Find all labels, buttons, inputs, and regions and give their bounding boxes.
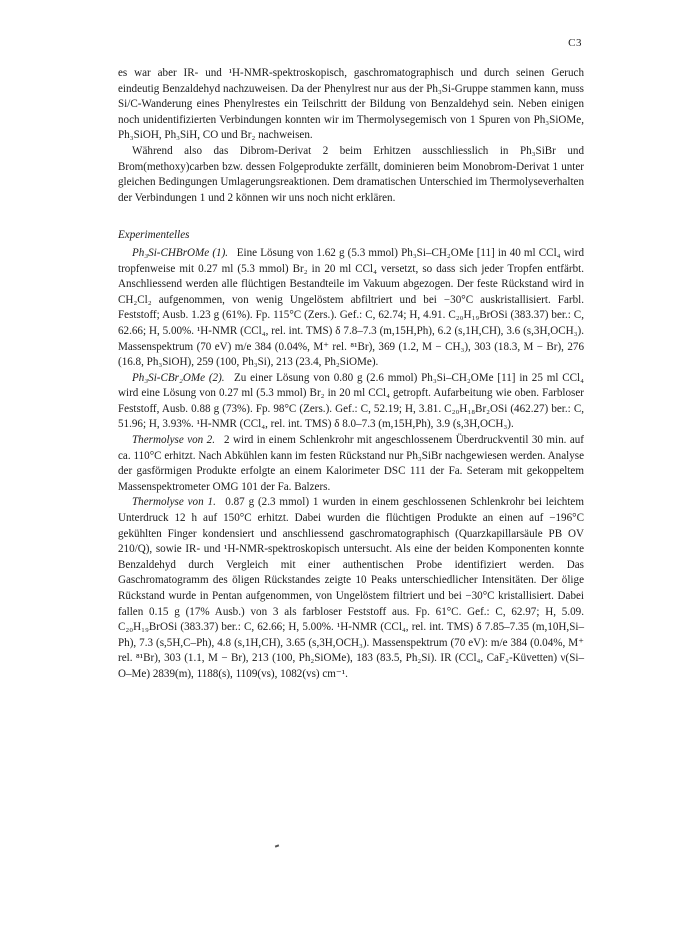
experimental-paragraph <box>118 246 584 371</box>
thermolysis-2-heading: Thermolyse von 2. <box>132 434 221 447</box>
thermolysis-1-text: 0.87 g (2.3 mmol) 1 wurden in einem geschlossenen Schlenkrohr bei leichtem Unterdruck 12 h auf 150°C erhitzt. Dabei wurden die flüchtigen Produkte an einen auf −196°C gekühlten Finger kondensiert und anschliessend gaschromatographisch (Quarzkapillarsäule PB OV 210/Q), sowie IR- und ¹H-NMR-spektroskopisch untersucht. Als eine der beiden Komponenten konnte Benzaldehyd durch Vergleich mit einer authentischen Probe identifiziert werden. Das Gaschromatogramm des öligen Rückstandes zeigte 10 Peaks unterschiedlicher Intensitäten. Der ölige Rückstand wurde in Pentan aufgenommen, von Ungelöstem filtriert und bei −30°C kristallisiert. Dabei fallen 0.15 g (17% Ausb.) von 3 als farbloser Feststoff aus. Fp. 61°C. Gef.: C, 62.97; H, 5.09. C₂₀H₁₉BrOSi (383.37) ber.: C, 62.66; H, 5.00%. ¹H-NMR (CCl₄, rel. int. TMS) δ 7.85–7.35 (m,10H,Si–Ph), 7.3 (s,5H,C–Ph), 4.8 (s,1H,CH), 3.65 (s,3H,OCH₃). Massenspektrum (70 eV): m/e 384 (0.04%, M⁺ rel. ⁸¹Br), 303 (1.1, M − Br), 213 (100, Ph₂SiOMe), 183 (83.5, Ph₂Si). IR (CCl₄, CaF₂-Küvetten) ν(Si–O–Me) 2839(m), 1188(s), 1109(vs), 1082(vs) cm⁻¹. <box>118 496 584 680</box>
body-text <box>118 66 584 683</box>
compound-1-text: Eine Lösung von 1.62 g (5.3 mmol) Ph₃Si–CH₂OMe [11] in 40 ml CCl₄ wird tropfenweise mit 0.27 ml (5.3 mmol) Br₂ in 20 ml CCl₄ versetzt, so dass sich jeder Tropfen entfärbt. Anschliessend werden alle flüchtigen Bestandteile im Vakuum abgezogen. Der feste Rückstand wird in CH₂Cl₂ aufgenommen, von wenig Ungelöstem abfiltriert und bei −30°C auskristallisiert. Farbl. Feststoff; Ausb. 1.23 g (61%). Fp. 115°C (Zers.). Gef.: C, 62.74; H, 4.91. C₂₀H₁₉BrOSi (383.37) ber.: C, 62.66; H, 5.00%. ¹H-NMR (CCl₄, rel. int. TMS) δ 7.8–7.3 (m,15H,Ph), 6.2 (s,1H,CH), 3.6 (s,3H,OCH₃). Massenspektrum (70 eV) m/e 384 (0.04%, M⁺ rel. ⁸¹Br), 369 (1.2, M − CH₃), 303 (18.3, M − Br), 276 (16.8, Ph₃SiOH), 259 (100, Ph₃Si), 213 (23.4, Ph₂SiOMe). <box>118 246 585 369</box>
paragraph-discussion-2: Während also das Dibrom-Derivat 2 beim Erhitzen ausschliesslich in Ph₃SiBr und Brom(methoxy)carben bzw. dessen Folgeprodukte zerfällt, dominieren beim Monobrom-Derivat 1 unter gleichen Bedingungen Umlagerungsreaktionen. Dem dramatischen Unterschied im Thermolyseverhalten der Verbindungen 1 und 2 können wir uns noch nicht erklären. <box>118 144 584 204</box>
scan-speck <box>275 844 279 847</box>
compound-2-text: Zu einer Lösung von 0.80 g (2.6 mmol) Ph₃Si–CH₂OMe [11] in 25 ml CCl₄ wird eine Lösung von 0.27 ml (5.3 mmol) Br₂ in 20 ml CCl₄ getropft. Aufarbeitung wie oben. Farbloser Feststoff, Ausb. 0.88 g (73%). Fp. 98°C (Zers.). Gef.: C, 52.19; H, 3.81. C₂₀H₁₈Br₂OSi (462.27) ber.: C, 51.96; H, 3.93%. ¹H-NMR (CCl₄, rel. int. TMS) δ 8.0–7.3 (m,15H,Ph), 3.9 (s,3H,OCH₃). <box>118 371 585 431</box>
experimental-paragraph <box>118 371 584 433</box>
compound-2-heading: Ph₃Si-CBr₂OMe (2). <box>132 371 231 384</box>
experimental-paragraph <box>118 495 584 682</box>
page-number: C3 <box>568 37 582 49</box>
experimental-paragraph <box>118 433 584 495</box>
thermolysis-2-text: 2 wird in einem Schlenkrohr mit angeschlossenem Überdruckventil 30 min. auf ca. 110°C erhitzt. Nach Abkühlen kann im festen Rückstand nur Ph₃SiBr nachgewiesen werden. Analyse der gasförmigen Produkte erfolgte an einem Kalorimeter DSC 111 der Fa. Seteram mit gekoppeltem Massenspektrometer OMG 101 der Fa. Balzers. <box>118 434 585 493</box>
compound-1-heading: Ph₃Si-CHBrOMe (1). <box>132 246 234 259</box>
section-heading-experimental: Experimentelles <box>118 229 190 242</box>
thermolysis-1-heading: Thermolyse von 1. <box>132 496 222 509</box>
paragraph-discussion-1: es war aber IR- und ¹H-NMR-spektroskopisch, gaschromatographisch und durch seinen Geruch eindeutig Benzaldehyd nachzuweisen. Da der Phenylrest nur aus der Ph₃Si-Gruppe stammen kann, muss Si/C-Wanderung eines Phenylrestes ein Teilschritt der Bildung von Benzaldehyd sein. Neben einigen noch unidentifizierten Verbindungen konnten wir im Thermolysegemisch von 1 Spuren von Ph₃SiOMe, Ph₃SiOH, Ph₃SiH, CO und Br₂ nachweisen. <box>118 67 584 142</box>
